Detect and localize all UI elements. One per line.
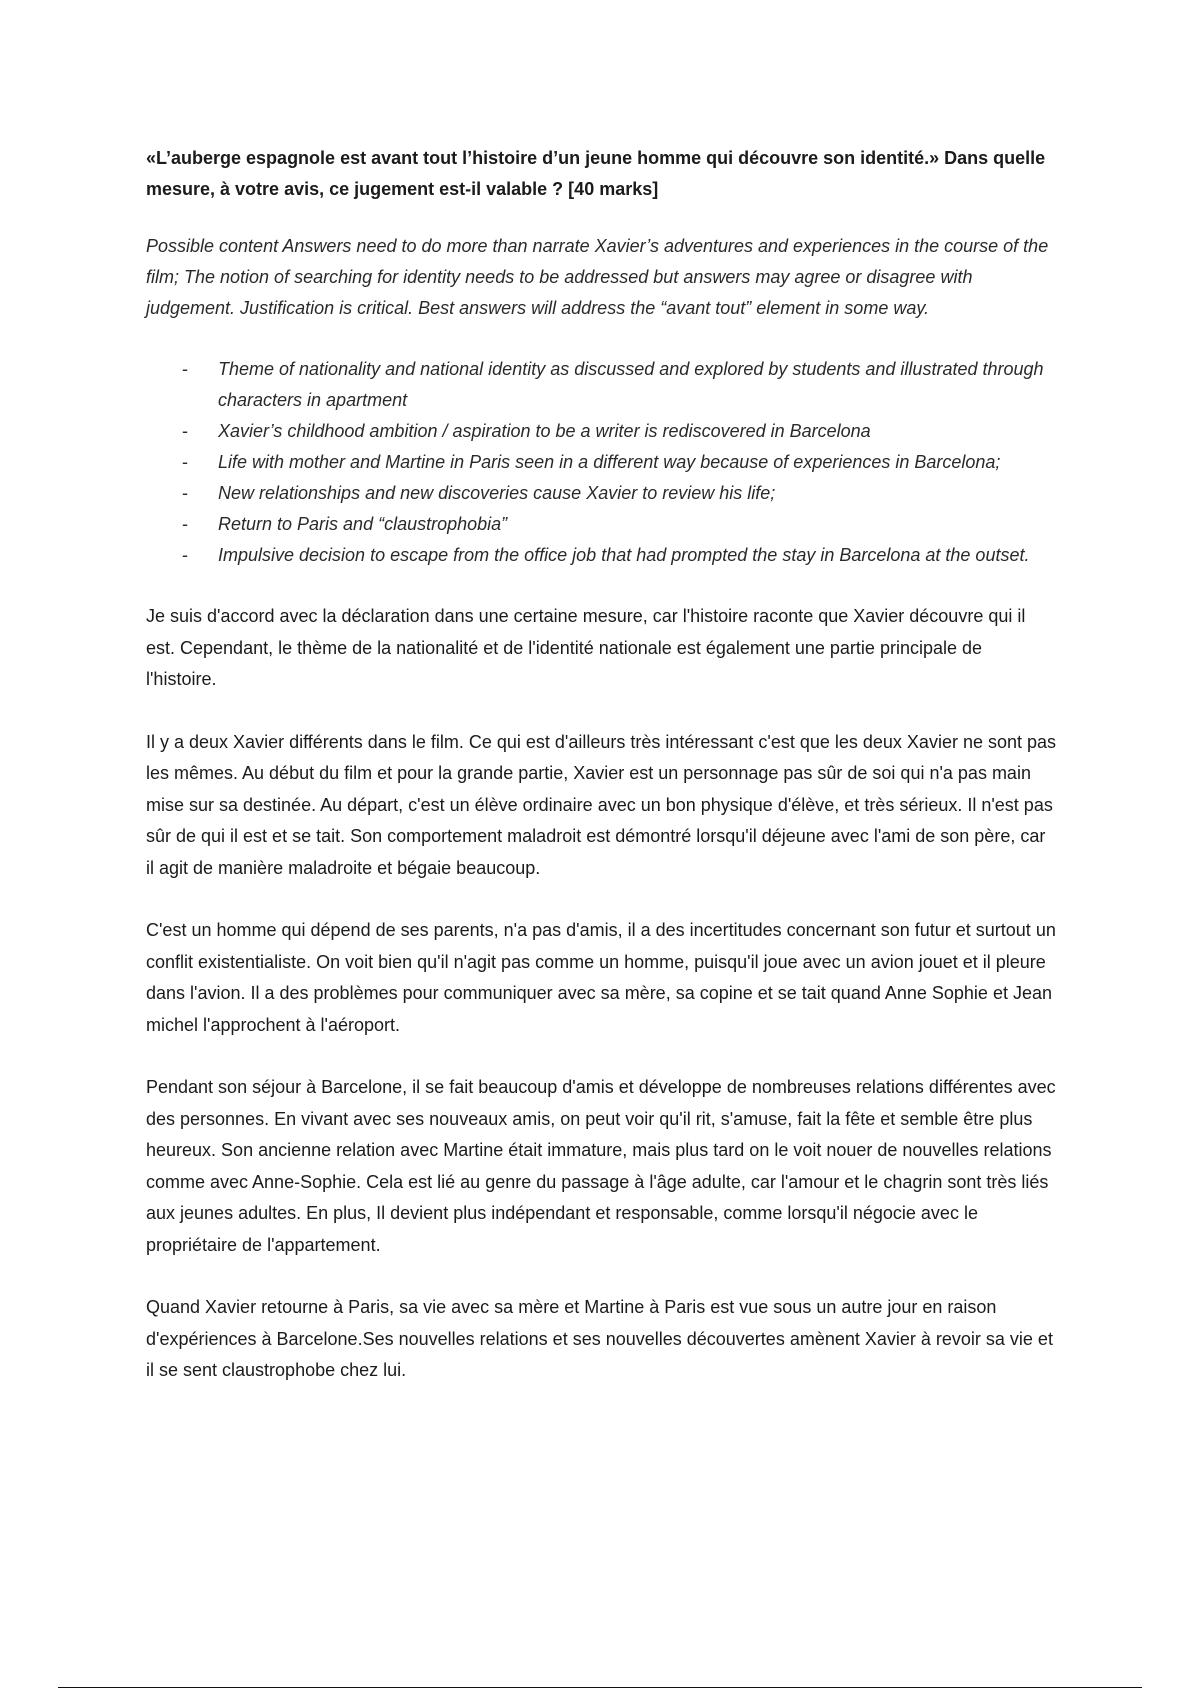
bullet-text: Xavier’s childhood ambition / aspiration to be a writer is rediscovered in Barcelona (218, 421, 871, 441)
bullet-dash: - (182, 359, 188, 379)
essay-paragraph: Pendant son séjour à Barcelone, il se fait beaucoup d'amis et développe de nombreuses relations différentes avec des personnes. En vivant avec ses nouveaux amis, on peut voir qu'il rit, s'amuse, fait la fête et semble être plus heureux. Son ancienne relation avec Martine était immature, mais plus tard on le voit nouer de nouvelles relations comme avec Anne-Sophie. Cela est lié au genre du passage à l'âge adulte, car l'amour et le chagrin sont très liés aux jeunes adultes. En plus, Il devient plus indépendant et responsable, comme lorsqu'il négocie avec le propriétaire de l'appartement. (146, 1077, 1056, 1255)
essay-paragraph: Quand Xavier retourne à Paris, sa vie avec sa mère et Martine à Paris est vue sous un autre jour en raison d'expériences à Barcelone.Ses nouvelles relations et ses nouvelles découvertes amènent Xavier à revoir sa vie et il se sent claustrophobe chez lui. (146, 1297, 1053, 1380)
bullet-text: Life with mother and Martine in Paris seen in a different way because of experiences in Barcelona; (218, 452, 1001, 472)
marking-guidance: Possible content Answers need to do more than narrate Xavier’s adventures and experiences in the course of the film; The notion of searching for identity needs to be addressed but answers may agree or disagree with judgement. Justification is critical. Best answers will address the “avant tout” element in some way. (146, 236, 1049, 318)
bullet-item (146, 416, 1056, 447)
bullet-dash: - (182, 514, 188, 534)
bullet-item (146, 509, 1056, 540)
bullet-dash: - (182, 421, 188, 441)
bullet-text: Theme of nationality and national identity as discussed and explored by students and illustrated through characters in apartment (218, 359, 1044, 410)
essay-paragraph: Je suis d'accord avec la déclaration dans une certaine mesure, car l'histoire raconte que Xavier découvre qui il est. Cependant, le thème de la nationalité et de l'identité nationale est également une partie principale de l'histoire. (146, 606, 1026, 689)
bullet-text: Impulsive decision to escape from the office job that had prompted the stay in Barcelona at the outset. (218, 545, 1030, 565)
footer-divider (58, 1687, 1142, 1688)
bullet-item (146, 354, 1056, 416)
essay-question: «L’auberge espagnole est avant tout l’histoire d’un jeune homme qui découvre son identité.» Dans quelle mesure, à votre avis, ce jugement est-il valable ? [40 marks] (146, 148, 1046, 199)
bullet-dash: - (182, 483, 188, 503)
bullet-item (146, 540, 1056, 571)
bullet-text: Return to Paris and “claustrophobia” (218, 514, 508, 534)
bullet-text: New relationships and new discoveries cause Xavier to review his life; (218, 483, 776, 503)
bullet-dash: - (182, 452, 188, 472)
document-page (146, 143, 1056, 1418)
essay-paragraph: C'est un homme qui dépend de ses parents, n'a pas d'amis, il a des incertitudes concernant son futur et surtout un conflit existentialiste. On voit bien qu'il n'agit pas comme un homme, puisqu'il joue avec un avion jouet et il pleure dans l'avion. Il a des problèmes pour communiquer avec sa mère, sa copine et se tait quand Anne Sophie et Jean michel l'approchent à l'aéroport. (146, 920, 1056, 1035)
guidance-bullet-list (146, 354, 1056, 571)
bullet-item (146, 478, 1056, 509)
essay-paragraph: Il y a deux Xavier différents dans le film. Ce qui est d'ailleurs très intéressant c'est que les deux Xavier ne sont pas les mêmes. Au début du film et pour la grande partie, Xavier est un personnage pas sûr de soi qui n'a pas main mise sur sa destinée. Au départ, c'est un élève ordinaire avec un bon physique d'élève, et très sérieux. Il n'est pas sûr de qui il est et se tait. Son comportement maladroit est démontré lorsqu'il déjeune avec l'ami de son père, car il agit de manière maladroite et bégaie beaucoup. (146, 731, 1057, 878)
bullet-dash: - (182, 545, 188, 565)
bullet-item (146, 447, 1056, 478)
